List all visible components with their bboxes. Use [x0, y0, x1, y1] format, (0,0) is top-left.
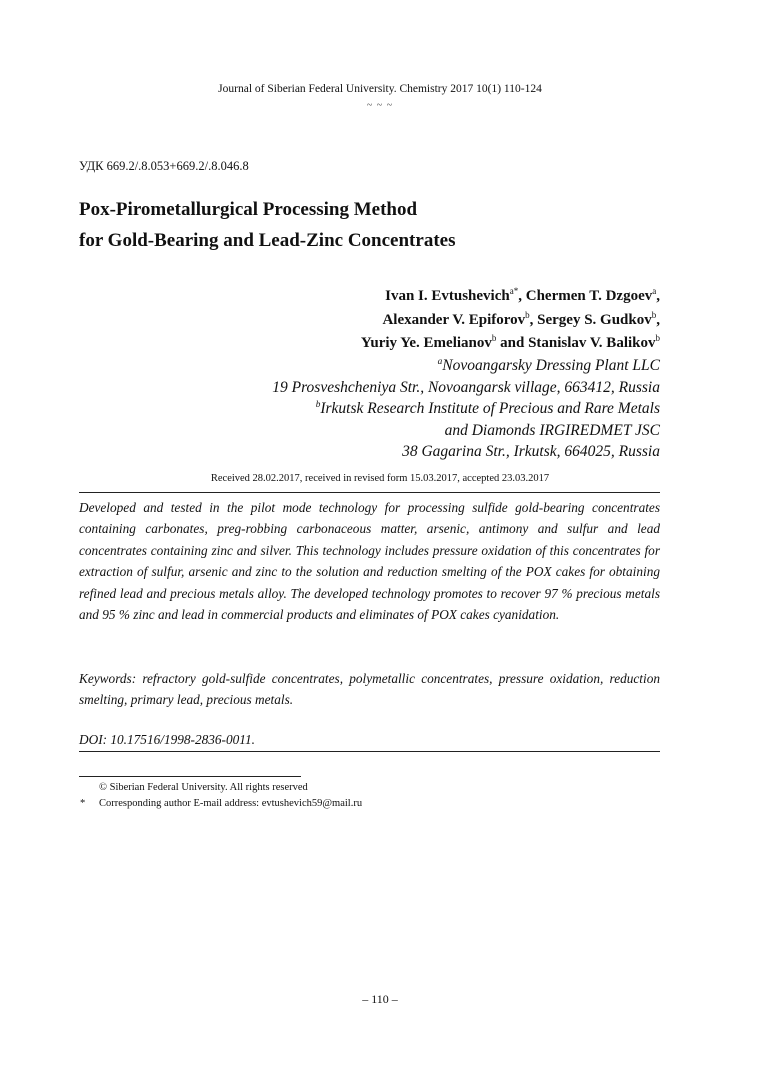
author-separator: and	[496, 335, 529, 351]
article-title	[79, 194, 455, 256]
abstract-top-rule	[79, 492, 660, 493]
page-number: – 110 –	[362, 992, 398, 1006]
author-separator: ,	[656, 311, 660, 328]
author-affil-mark: a	[652, 286, 657, 296]
doi: DOI: 10.17516/1998-2836-0011.	[79, 732, 255, 747]
affiliation-name: Irkutsk Research Institute of Precious and Rare Metals	[320, 400, 660, 417]
keywords: Keywords: refractory gold-sulfide concentrates, polymetallic concentrates, pressure oxidation, reduction smelting, primary lead, precious metals.	[79, 671, 660, 708]
copyright-footnote: © Siberian Federal University. All rights reserved	[99, 782, 308, 793]
affiliation-a-address: 19 Prosveshcheniya Str., Novoangarsk village, 663412, Russia	[272, 378, 660, 396]
abstract-bottom-rule	[79, 751, 660, 752]
title-line-1: Pox-Pirometallurgical Processing Method	[79, 199, 418, 220]
affiliation-mark: a	[437, 356, 443, 367]
affiliation-b-name-cont: and Diamonds IRGIREDMET JSC	[444, 421, 660, 439]
corresponding-author-footnote: Corresponding author E-mail address: evtushevich59@mail.ru	[99, 798, 363, 809]
header-ornament: ~ ~ ~	[366, 100, 394, 111]
affiliation-mark: b	[315, 399, 321, 410]
author-name: Stanislav V. Balikov	[528, 335, 656, 351]
author-separator: ,	[656, 288, 660, 304]
author-line-1	[361, 285, 660, 309]
affiliation-name: Novoangarsky Dressing Plant LLC	[442, 357, 660, 374]
author-affil-mark: b	[491, 333, 497, 343]
author-affil-mark: a*	[509, 286, 519, 296]
author-line-3	[361, 332, 660, 356]
author-line-2	[361, 309, 660, 333]
author-separator: ,	[518, 288, 526, 304]
received-dates: Received 28.02.2017, received in revised form 15.03.2017, accepted 23.03.2017	[210, 473, 550, 484]
author-name: Alexander V. Epiforov	[382, 311, 526, 328]
author-affil-mark: b	[655, 333, 660, 343]
author-name: Yuriy Ye. Emelianov	[360, 335, 492, 351]
author-separator: ,	[529, 311, 538, 328]
author-affil-mark: b	[525, 309, 530, 320]
author-affil-mark: b	[651, 309, 657, 320]
author-name: Ivan I. Evtushevich	[385, 288, 510, 304]
footnote-rule	[79, 776, 301, 777]
title-line-2: for Gold-Bearing and Lead-Zinc Concentrates	[79, 230, 456, 251]
journal-header: Journal of Siberian Federal University. Chemistry 2017 10(1) 110-124	[218, 83, 542, 95]
author-name: Sergey S. Gudkov	[537, 311, 652, 328]
author-list	[361, 285, 660, 356]
affiliation-b	[272, 398, 660, 420]
author-name: Chermen T. Dzgoev	[525, 288, 653, 304]
udk-code: УДК 669.2/.8.053+669.2/.8.046.8	[79, 159, 249, 173]
affiliation-a	[272, 355, 660, 377]
abstract: Developed and tested in the pilot mode technology for processing sulfide gold-bearing concentrates containing carbonates, preg-robbing carbonaceous matter, arsenic, antimony and sulfur and lead concentrates containing zinc and silver. This technology includes pressure oxidation of this concentrates for extraction of sulfur, arsenic and zinc to the solution and reduction smelting of the POX cakes for obtaining refined lead and precious metals alloy. The developed technology promotes to recover 97 % precious metals and 95 % zinc and lead in commercial products and eliminates of POX cakes cyanidation.	[79, 500, 660, 623]
footnote-mark: *	[80, 798, 86, 809]
affiliations	[272, 355, 660, 463]
affiliation-b-address: 38 Gagarina Str., Irkutsk, 664025, Russia	[402, 443, 660, 460]
